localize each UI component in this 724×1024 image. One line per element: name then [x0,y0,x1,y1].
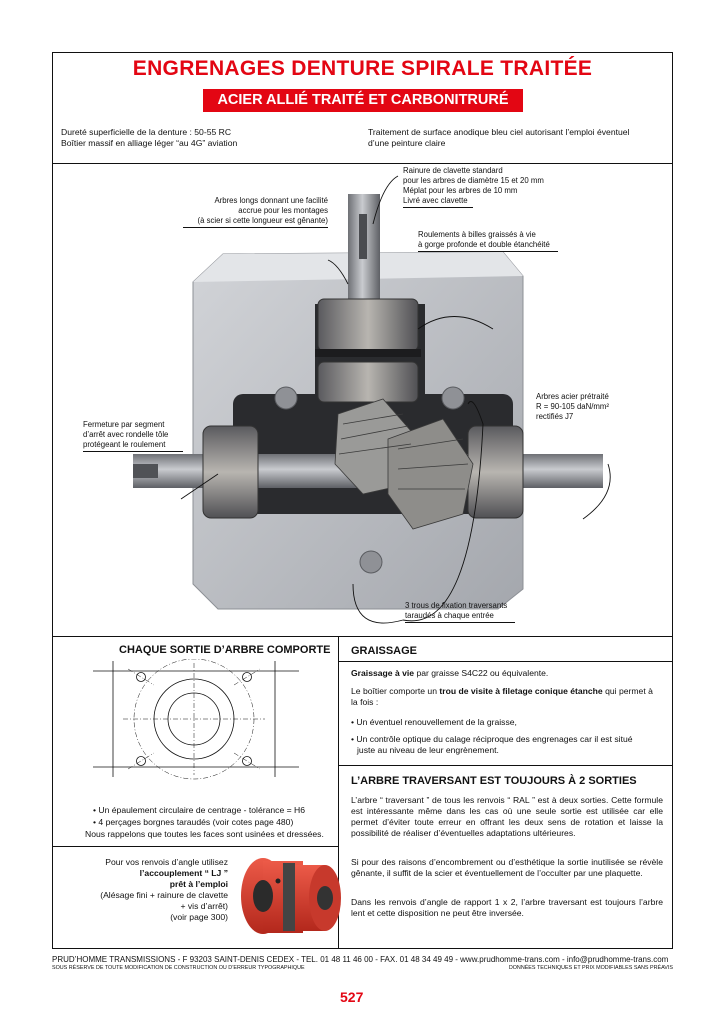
coupling-image [233,851,343,946]
specs-left [61,127,351,149]
callout-underline [418,251,558,252]
shaft-exit-item-1: • Un épaulement circulaire de centrage - tolérance = H6 [93,805,305,815]
footer-disclaimer-right: DONNÉES TECHNIQUES ET PRIX MODIFIABLES SANS PRÉAVIS [508,965,673,971]
spec-treatment-2: d’une peinture claire [368,138,446,148]
coupling-promo [53,846,339,948]
shaft-exit-note: Nous rappelons que toutes les faces sont usinées et dressées. [85,829,324,839]
greasing-bullet-2: • Un contrôle optique du calage réciproque des engrenages car il est situé juste au niveau de leur engrènement. [351,734,633,755]
greasing-para-1: Graissage à vie par graisse S4C22 ou équivalente. [351,668,549,678]
flange-drawing [53,659,339,789]
greasing-section [339,636,672,948]
page-subtitle: ACIER ALLIÉ TRAITÉ ET CARBONITRURÉ [203,89,523,112]
callout-underline [403,207,473,208]
callout-long-shafts: Arbres longs donnant une facilité accrue pour les montages (à scier si cette longueur est gênante) [197,196,328,225]
callout-underline [405,622,515,623]
product-photo-area [53,163,672,635]
spec-treatment-1: Traitement de surface anodique bleu ciel autorisant l’emploi éventuel [368,127,630,137]
footer-disclaimer-left: SOUS RÉSERVE DE TOUTE MODIFICATION DE CONSTRUCTION OU D’ERREUR TYPOGRAPHIQUE [52,965,305,971]
footer [52,955,673,971]
divider [339,661,672,662]
shaft-exit-section [53,636,339,846]
coupling-text: Pour vos renvois d’angle utilisez l’accouplement “ LJ ” prêt à l’emploi (Alésage fini + rainure de clavette + vis d’arrêt) (voir page 300) [100,857,228,922]
through-shaft-para-3: Dans les renvois d’angle de rapport 1 x 2, l’arbre traversant est toujours l’arbre lent et cette disposition ne peut être inversée. [351,897,663,918]
callout-underline [183,227,328,228]
callout-keyway: Rainure de clavette standard pour les arbres de diamètre 15 et 20 mm Méplat pour les arbres de 10 mm Livré avec clavette [403,166,544,205]
divider [339,765,672,766]
greasing-title: GRAISSAGE [351,645,418,657]
callout-underline [83,451,183,452]
shaft-exit-item-2: • 4 perçages borgnes taraudés (voir cotes page 480) [93,817,294,827]
callout-closure: Fermeture par segment d’arrêt avec rondelle tôle protégeant le roulement [83,420,169,449]
callout-fixing-holes: 3 trous de fixation traversants taraudés à chaque entrée [405,601,508,620]
footer-company: PRUD’HOMME TRANSMISSIONS - F 93203 SAINT-DENIS CEDEX - TEL. 01 48 11 46 00 - FAX. 01 48 34 49 49 - www.prudhomme-trans.com - info@prudhomme-trans.com [52,955,669,964]
callout-steel-shafts: Arbres acier prétraité R = 90-105 daN/mm² rectifiés J7 [536,392,610,421]
specs-right [368,127,668,149]
page-frame [52,52,673,949]
callout-bearings: Roulements à billes graissés à vie à gorge profonde et double étanchéité [418,230,550,249]
greasing-para-2: Le boîtier comporte un trou de visite à filetage conique étanche qui permet à la fois : [351,686,653,707]
greasing-bullet-1: • Un éventuel renouvellement de la graisse, [351,717,517,727]
page-title: ENGRENAGES DENTURE SPIRALE TRAITÉE [132,57,593,80]
spec-hardness: Dureté superficielle de la denture : 50-55 RC [61,127,232,137]
through-shaft-para-1: L’arbre “ traversant ” de tous les renvois “ RAL ” est à deux sorties. Cette formule est intéressante même dans les cas où une seule sortie est utilisée car elle permet d’éviter toute erreur en offrant les deux sens de rotation et laisse la possibilité de réaliser d’éventuelles adaptations ultérieures. [351,795,663,838]
page-number: 527 [340,989,364,1005]
shaft-exit-title: CHAQUE SORTIE D’ARBRE COMPORTE [119,644,331,656]
through-shaft-para-2: Si pour des raisons d’encombrement ou d’esthétique la sortie inutilisée se révèle gênante, il suffit de la scier et éventuellement de l’occulter par une plaquette. [351,857,663,878]
spec-housing: Boîtier massif en alliage léger “au 4G” aviation [61,138,238,148]
through-shaft-title: L’ARBRE TRAVERSANT EST TOUJOURS À 2 SORTIES [351,775,637,787]
